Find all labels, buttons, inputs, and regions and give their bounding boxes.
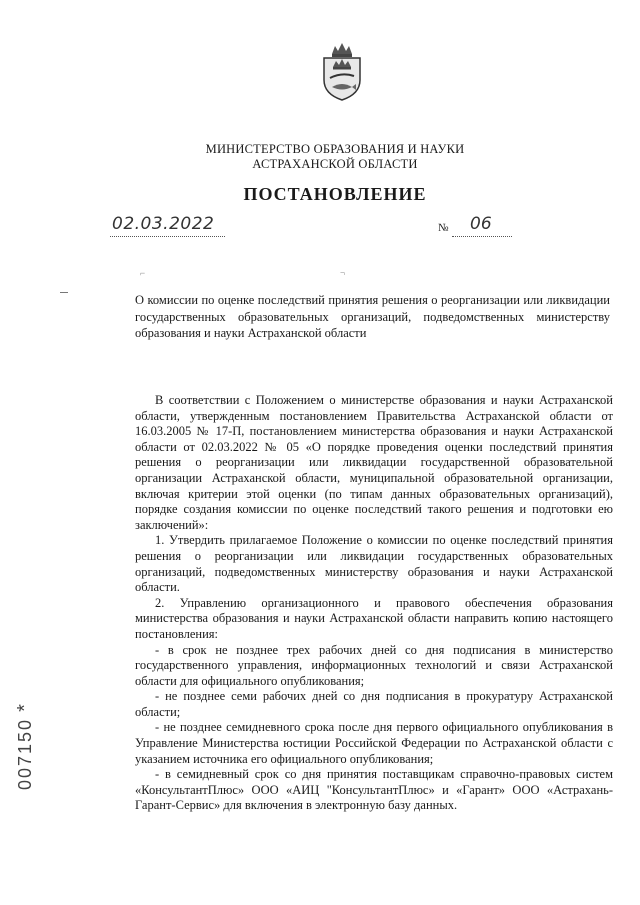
margin-mark: [60, 292, 68, 293]
registration-stamp: [14, 702, 37, 790]
document-number: 06: [470, 214, 492, 234]
number-label: №: [438, 222, 449, 234]
document-date: 02.03.2022: [112, 214, 215, 234]
document-type-title: ПОСТАНОВЛЕНИЕ: [243, 184, 427, 204]
paragraph-subitem-ministry: - в срок не позднее трех рабочих дней со дня подписания в министерство государственного управления, информационных технологий и связи Астраханской области для официального опубликования;: [135, 642, 613, 688]
corner-mark-left: ⌐: [140, 268, 146, 278]
paragraph-preamble: В соответствии с Положением о министерстве образования и науки Астраханской области, утвержденным постановлением Правительства Астраханской области от 16.03.2005 № 17-П, постановлением министерства образования и науки Астраханской области от 02.03.2022 № 05 «О порядке проведения оценки последствий принятия решения о реорганизации или ликвидации государственной образовательной организации Астраханской области, муниципальной образовательной организации, включая критерии этой оценки (по типам данных образовательных организаций), порядке создания комиссии по оценке последствий такого решения и подготовки ею заключений»:: [135, 393, 613, 532]
corner-mark-right: ¬: [340, 268, 346, 278]
document-subject: О комиссии по оценке последствий принятия решения о реорганизации или ликвидации государственных образовательных организаций, подведомственных министерству образования и науки Астраханской области: [135, 293, 610, 340]
number-underline: [452, 236, 512, 237]
paragraph-item-2: 2. Управлению организационного и правового обеспечения образования министерства образования и науки Астраханской области направить копию настоящего постановления:: [135, 595, 613, 641]
ministry-name-line1: МИНИСТЕРСТВО ОБРАЗОВАНИЯ И НАУКИ: [205, 142, 465, 156]
registration-number: 007150: [15, 717, 35, 790]
coat-of-arms-icon: [318, 40, 366, 102]
ministry-name: [150, 142, 520, 172]
paragraph-subitem-prosecutor: - не позднее семи рабочих дней со дня подписания в прокуратуру Астраханской области;: [135, 689, 613, 719]
asterisk-icon: *: [14, 702, 36, 712]
paragraph-item-1: 1. Утвердить прилагаемое Положение о комиссии по оценке последствий принятия решения о реорганизации или ликвидации государственных образовательных организаций, подведомственных министерству образования и науки Астраханской области.: [135, 533, 613, 595]
paragraph-subitem-justice: - не позднее семидневного срока после дня первого официального опубликования в Управление Министерства юстиции Российской Федерации по Астраханской области с указанием источника его официального опубликования;: [135, 720, 613, 766]
document-body: [135, 393, 613, 814]
date-underline: [110, 236, 225, 237]
ministry-name-line2: АСТРАХАНСКОЙ ОБЛАСТИ: [252, 157, 418, 171]
paragraph-subitem-legal-systems: - в семидневный срок со дня принятия поставщикам справочно-правовых систем «КонсультантПлюс» ООО «АИЦ "КонсультантПлюс» и «Гарант» ООО «Астрахань-Гарант-Сервис» для включения в электронную базу данных.: [135, 767, 613, 813]
